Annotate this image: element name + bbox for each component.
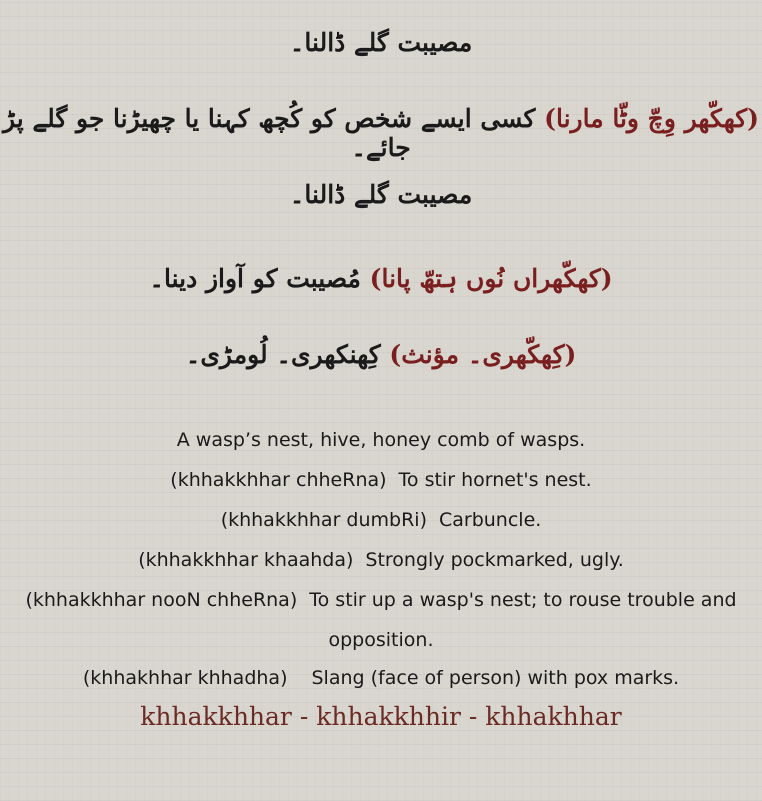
english-line-1: A wasp’s nest, hive, honey comb of wasps. [176,429,586,451]
urdu-line-2 [0,104,762,162]
english-line-3 [20,500,742,540]
english-line-6 [20,658,742,698]
english-line-5 [20,580,742,660]
english-line-4 [20,540,742,580]
urdu-term-4: (کھکّھراں نُوں ہتھّ پانا) [369,264,613,293]
english-term-3: (khhakkhhar dumbRi) [220,509,427,531]
english-term-5: (khhakkhhar nooN chheRna) [25,589,298,611]
english-term-4: (khhakkhhar khaahda) [138,549,354,571]
english-term-6: (khhakhhar khhadha) [82,667,288,689]
urdu-line-1: مصیبت گلے ڈالنا۔ [289,28,473,57]
urdu-definition-2: کسی ایسے شخص کو کُچھ کہنا یا چھیڑنا جو گلے پڑ جائے۔ [3,104,536,162]
english-line-2 [20,460,742,500]
english-definition-3: Carbuncle. [438,509,542,531]
urdu-term-2: (کھکّھر وِچّ وٹّا مارنا) [544,104,759,133]
urdu-definition-5: کِھنکھری۔ لُومڑی۔ [185,340,381,369]
english-definition-5: To stir up a wasp's nest; to rouse trouble and opposition. [309,589,737,651]
english-definition-6: Slang (face of person) with pox marks. [311,667,680,689]
english-term-2: (khhakkhhar chheRna) [170,469,387,491]
urdu-term-5: (کِھکّھری۔ مؤنث) [389,340,577,369]
english-definition-2: To stir hornet's nest. [398,469,592,491]
english-definition-4: Strongly pockmarked, ugly. [365,549,624,571]
urdu-line-5 [0,340,762,369]
urdu-definition-4: مُصیبت کو آواز دینا۔ [149,264,361,293]
romanization-variants: khhakkhhar - khhakkhhir - khhakhhar [140,702,622,731]
urdu-line-3: مصیبت گلے ڈالنا۔ [289,180,473,209]
urdu-line-4 [0,264,762,293]
